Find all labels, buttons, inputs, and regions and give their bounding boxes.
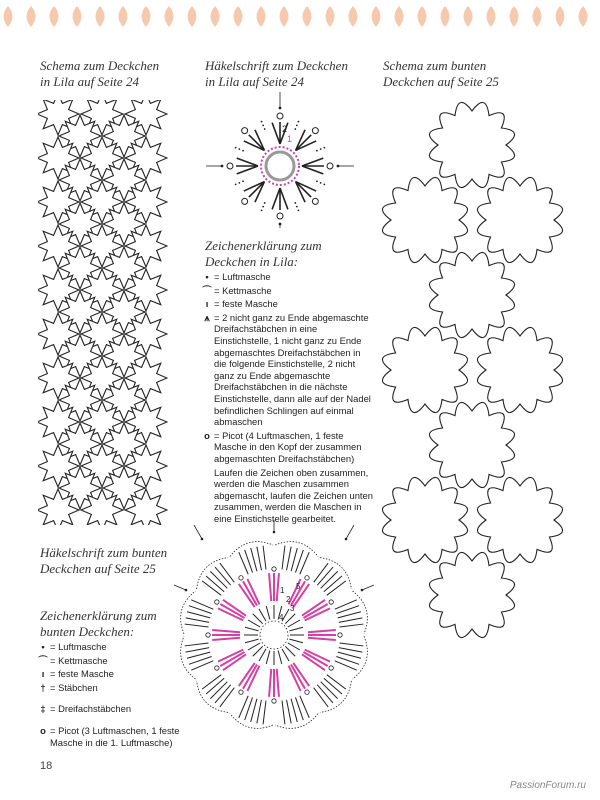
decoration-drop bbox=[510, 6, 519, 27]
cluster-stitch bbox=[272, 123, 280, 144]
outer-stitch-mark bbox=[338, 652, 361, 658]
schema-flower bbox=[429, 402, 514, 487]
outer-stitch-mark bbox=[339, 648, 363, 653]
chain-dot bbox=[261, 209, 263, 211]
schema-flower bbox=[429, 552, 514, 637]
decoration-drop bbox=[349, 6, 358, 27]
lila-round-label: 2 bbox=[282, 124, 288, 134]
outer-stitch-mark bbox=[314, 688, 328, 707]
picot-mark bbox=[312, 128, 318, 134]
outer-stitch-mark bbox=[321, 571, 338, 588]
picot-mark bbox=[206, 633, 210, 637]
picot-mark bbox=[239, 576, 243, 580]
legend-item bbox=[36, 703, 181, 715]
chain-dot bbox=[296, 124, 298, 126]
outer-stitch-mark bbox=[282, 701, 285, 725]
legend-item bbox=[200, 285, 375, 297]
luftmasche-symbol: • bbox=[41, 641, 45, 652]
chain-dot bbox=[316, 150, 318, 152]
picot-mark bbox=[242, 128, 248, 134]
outer-stitch-mark bbox=[287, 700, 292, 724]
legend-item-text: = Dreifachstäbchen bbox=[50, 703, 132, 715]
cluster-stitch bbox=[302, 158, 323, 166]
legend-item-text: = feste Masche bbox=[50, 668, 114, 680]
legend-item bbox=[200, 430, 375, 465]
legend-item bbox=[200, 298, 375, 310]
outer-stitch-mark bbox=[291, 548, 297, 571]
chain-dot bbox=[294, 202, 296, 204]
decoration-drop bbox=[73, 6, 82, 27]
lila-round-label: 1 bbox=[287, 134, 293, 144]
arrow-icon bbox=[362, 585, 374, 590]
outer-stitch-mark bbox=[210, 682, 227, 699]
outer-stitch-mark bbox=[187, 612, 210, 618]
outer-stitch-mark bbox=[220, 563, 234, 582]
legend-item-text: = Picot (3 Luftmaschen, 1 feste Masche in die 1. Luftmasche) bbox=[50, 724, 180, 748]
legend-item-text: = Luftmasche bbox=[214, 271, 271, 282]
picot-mark bbox=[227, 163, 233, 169]
chain-dot bbox=[323, 183, 325, 185]
staebchen-mark bbox=[266, 650, 270, 664]
chain-dot bbox=[320, 182, 322, 184]
cluster-stitch bbox=[296, 182, 312, 198]
picot-mark bbox=[329, 600, 333, 604]
decoration-drop bbox=[27, 6, 36, 27]
chain-dot bbox=[262, 206, 264, 208]
schema-flower bbox=[382, 177, 467, 262]
outer-stitch-mark bbox=[324, 576, 342, 592]
schema-flower bbox=[429, 252, 514, 337]
cluster-stitch bbox=[249, 135, 265, 151]
arrow-head bbox=[273, 531, 276, 534]
staebchen-mark bbox=[289, 627, 303, 631]
outer-stitch-mark bbox=[314, 563, 328, 582]
outer-stitch-mark bbox=[220, 688, 234, 707]
decoration-drop bbox=[188, 6, 197, 27]
schema-flower bbox=[477, 177, 562, 262]
outer-stitch-mark bbox=[291, 699, 297, 722]
cluster-stitch bbox=[237, 158, 258, 166]
staebchen-mark bbox=[285, 614, 295, 624]
decoration-drop bbox=[487, 6, 496, 27]
staebchen-mark bbox=[248, 643, 260, 650]
page-number: 18 bbox=[40, 760, 53, 772]
outer-stitch-mark bbox=[340, 643, 364, 646]
legend-item-text: = Kettmasche bbox=[50, 654, 108, 666]
legend-item bbox=[36, 655, 181, 667]
dreifachstaebchen-mark bbox=[269, 669, 271, 697]
arrow-head bbox=[337, 165, 340, 168]
center-ring bbox=[260, 621, 288, 649]
legend-item-text: = Stäbchen bbox=[50, 681, 98, 693]
staebchen-mark bbox=[259, 649, 266, 661]
staebchen-mark bbox=[285, 646, 295, 656]
decoration-drop bbox=[165, 6, 174, 27]
dreifachstaebchen-mark bbox=[212, 630, 240, 632]
outer-stitch-mark bbox=[185, 643, 209, 646]
outer-stitch-mark bbox=[202, 675, 221, 689]
arrow-icon bbox=[174, 585, 186, 590]
chain-dot bbox=[235, 147, 237, 149]
staebchen-mark bbox=[288, 620, 300, 627]
arrow-head bbox=[345, 538, 348, 541]
feste-masche-symbol: ı bbox=[41, 668, 45, 680]
outer-stitch-mark bbox=[206, 576, 224, 592]
outer-stitch-mark bbox=[251, 699, 257, 722]
staebchen-mark bbox=[266, 606, 270, 620]
dreifachstaebchen-symbol: ‡ bbox=[40, 703, 46, 715]
cluster-stitch bbox=[237, 166, 258, 174]
watermark: PassionForum.ru bbox=[509, 780, 586, 791]
chain-dot bbox=[262, 124, 264, 126]
chain-dot bbox=[261, 121, 263, 123]
chain-dot bbox=[238, 148, 240, 150]
decoration-drop bbox=[326, 6, 335, 27]
bunt-round-label: 5 bbox=[296, 582, 301, 591]
bunt-flower-schema bbox=[380, 95, 570, 680]
bunt-crochet-chart bbox=[168, 520, 380, 750]
chain-dot bbox=[323, 147, 325, 149]
legend-item-text: = Picot (4 Luftmaschen, 1 feste Masche in den Kopf der zusammen abgemaschten Dreifachstäbchen) bbox=[214, 429, 362, 464]
chain-dot bbox=[264, 202, 266, 204]
decoration-drop bbox=[50, 6, 59, 27]
schema-flower bbox=[477, 477, 562, 562]
decoration-drop bbox=[257, 6, 266, 27]
chain-dot bbox=[320, 148, 322, 150]
heading-lila-haekelschrift: Häkelschrift zum Deckchen in Lila auf Seite 24 bbox=[205, 58, 348, 89]
decoration-drop bbox=[395, 6, 404, 27]
chain-dot bbox=[294, 128, 296, 130]
outer-stitch-mark bbox=[321, 682, 338, 699]
decoration-drop bbox=[119, 6, 128, 27]
top-border-decoration bbox=[0, 0, 600, 32]
chain-dot bbox=[264, 128, 266, 130]
picot-mark bbox=[305, 576, 309, 580]
outer-stitch-mark bbox=[317, 685, 333, 703]
outer-stitch-mark bbox=[327, 581, 346, 595]
outer-stitch-mark bbox=[263, 701, 266, 725]
cluster-stitch bbox=[280, 188, 288, 209]
cluster-stitch bbox=[302, 166, 323, 174]
arrow-icon bbox=[194, 525, 202, 539]
legend-bunt-list bbox=[36, 641, 181, 750]
picot-mark bbox=[277, 213, 283, 219]
bunt-round-label: 3 bbox=[290, 604, 295, 613]
picot-mark bbox=[272, 567, 276, 571]
decoration-drop bbox=[372, 6, 381, 27]
staebchen-mark bbox=[245, 639, 259, 643]
outer-stitch-mark bbox=[338, 612, 361, 618]
outer-stitch-mark bbox=[206, 678, 224, 694]
outer-stitch-mark bbox=[210, 571, 227, 588]
chain-dot bbox=[242, 180, 244, 182]
outer-stitch-mark bbox=[317, 567, 333, 585]
decoration-drop bbox=[211, 6, 220, 27]
staebchen-mark bbox=[288, 643, 300, 650]
legend-lila-list bbox=[200, 271, 375, 524]
outer-stitch-mark bbox=[215, 685, 231, 703]
picot-mark bbox=[305, 690, 309, 694]
outer-stitch-mark bbox=[202, 581, 221, 595]
outer-stitch-mark bbox=[340, 624, 364, 627]
outer-stitch-mark bbox=[257, 547, 262, 571]
bunt-round-label: 1 bbox=[280, 586, 285, 595]
schema-flower bbox=[382, 477, 467, 562]
decoration-drop bbox=[464, 6, 473, 27]
legend-bunt-title: Zeichenerklärung zum bunten Deckchen: bbox=[40, 608, 157, 639]
legend-item-text: = 2 nicht ganz zu Ende abgemaschte Dreifachstäbchen in eine Einstichstelle, 1 nicht ganz zu Ende abgemaschtes Dreifachstäbchen in die folgende Einstichstelle, 2 nicht ganz zu Ende abgemaschte Dreifachstäbchen in die nächste Einstichstelle, dann alle auf der Nadel befindlichen Schlingen auf einmal abmaschen bbox=[214, 311, 371, 428]
picot-mark bbox=[329, 666, 333, 670]
arrow-head bbox=[185, 589, 188, 592]
kettmasche-symbol: ⌒ bbox=[202, 284, 212, 296]
legend-item-text: = Kettmasche bbox=[214, 284, 272, 296]
picot-mark bbox=[272, 699, 276, 703]
picot-mark bbox=[312, 198, 318, 204]
dreifachstaebchen-cluster-symbol: ⩚ bbox=[204, 311, 210, 323]
dreifachstaebchen-mark bbox=[212, 638, 240, 640]
cluster-stitch bbox=[296, 135, 312, 151]
outer-stitch-mark bbox=[187, 652, 210, 658]
staebchen-mark bbox=[259, 609, 266, 621]
arrow-head bbox=[279, 223, 282, 226]
staebchen-mark bbox=[282, 649, 289, 661]
outer-stitch-mark bbox=[257, 700, 262, 724]
dreifachstaebchen-mark bbox=[269, 573, 271, 601]
cluster-stitch bbox=[272, 188, 280, 209]
decoration-drop bbox=[556, 6, 565, 27]
picot-mark bbox=[215, 600, 219, 604]
legend-item bbox=[200, 312, 375, 428]
staebchen-mark bbox=[248, 620, 260, 627]
arrow-head bbox=[361, 589, 364, 592]
arrow-head bbox=[279, 107, 282, 110]
schema-flower bbox=[477, 327, 562, 412]
legend-item-text: = feste Masche bbox=[214, 298, 278, 310]
decoration-drop bbox=[4, 6, 13, 27]
outer-stitch-mark bbox=[327, 675, 346, 689]
chain-dot bbox=[235, 183, 237, 185]
picot-mark bbox=[239, 690, 243, 694]
decoration-drop bbox=[303, 6, 312, 27]
staebchen-mark bbox=[289, 639, 303, 643]
lila-star-grid-schema bbox=[38, 100, 168, 525]
legend-item bbox=[36, 725, 181, 748]
staebchen-mark bbox=[245, 627, 259, 631]
staebchen-mark bbox=[278, 650, 282, 664]
picot-mark bbox=[277, 113, 283, 119]
outer-stitch-mark bbox=[339, 618, 363, 623]
chain-dot bbox=[316, 180, 318, 182]
arrow-icon bbox=[346, 525, 354, 539]
schema-flower bbox=[382, 327, 467, 412]
heading-bunt-schema: Schema zum bunten Deckchen auf Seite 25 bbox=[383, 58, 499, 89]
kettmasche-symbol: ⌒ bbox=[38, 654, 48, 666]
staebchen-symbol: † bbox=[40, 681, 46, 693]
arrow-head bbox=[221, 165, 224, 168]
outer-stitch-mark bbox=[186, 648, 210, 653]
outer-stitch-mark bbox=[251, 548, 257, 571]
lila-crochet-chart bbox=[200, 88, 360, 228]
outer-stitch-mark bbox=[185, 624, 209, 627]
legend-lila-title: Zeichenerklärung zum Deckchen in Lila: bbox=[205, 238, 322, 269]
staebchen-mark bbox=[253, 646, 263, 656]
heading-lila-schema: Schema zum Deckchen in Lila auf Seite 24 bbox=[40, 58, 160, 89]
dreifachstaebchen-mark bbox=[308, 638, 336, 640]
picot-mark bbox=[215, 666, 219, 670]
schema-flower bbox=[429, 102, 514, 187]
picot-symbol: o bbox=[204, 429, 210, 441]
picot-mark bbox=[327, 163, 333, 169]
legend-item bbox=[36, 641, 181, 653]
legend-item bbox=[36, 668, 181, 680]
center-ring bbox=[266, 152, 294, 180]
heading-bunt-haekelschrift: Häkelschrift zum bunten Deckchen auf Seite 25 bbox=[40, 545, 168, 576]
decoration-drop bbox=[234, 6, 243, 27]
arrow-head bbox=[201, 538, 204, 541]
bunt-round-label: 2 bbox=[286, 595, 291, 604]
dreifachstaebchen-mark bbox=[277, 573, 279, 601]
outer-stitch-mark bbox=[287, 547, 292, 571]
dreifachstaebchen-mark bbox=[308, 630, 336, 632]
decoration-drop bbox=[280, 6, 289, 27]
decoration-drop bbox=[441, 6, 450, 27]
dreifachstaebchen-mark bbox=[277, 669, 279, 697]
legend-item bbox=[200, 271, 375, 283]
decoration-drop bbox=[533, 6, 542, 27]
outer-stitch-mark bbox=[215, 567, 231, 585]
chain-dot bbox=[297, 121, 299, 123]
cluster-stitch bbox=[249, 182, 265, 198]
picot-mark bbox=[338, 633, 342, 637]
outer-stitch-mark bbox=[186, 618, 210, 623]
outer-stitch-mark bbox=[324, 678, 342, 694]
decoration-drop bbox=[418, 6, 427, 27]
luftmasche-symbol: • bbox=[205, 271, 209, 282]
legend-item bbox=[36, 682, 181, 694]
chain-dot bbox=[297, 209, 299, 211]
legend-lila-note: Laufen die Zeichen oben zusammen, werden die Maschen zusammen abgemascht, laufen die Zeichen unten zusammen, werden die Maschen in eine Einstichstelle gearbeitet. bbox=[214, 466, 373, 524]
decoration-drop bbox=[96, 6, 105, 27]
chain-dot bbox=[242, 150, 244, 152]
chain-dot bbox=[296, 206, 298, 208]
decoration-drop bbox=[579, 6, 588, 27]
feste-masche-symbol: ı bbox=[205, 298, 209, 310]
outer-stitch-mark bbox=[282, 546, 285, 570]
decoration-drop bbox=[142, 6, 151, 27]
bunt-round-label: 4 bbox=[279, 613, 284, 622]
picot-mark bbox=[242, 198, 248, 204]
picot-symbol: o bbox=[40, 724, 46, 736]
legend-item-text: = Luftmasche bbox=[50, 641, 107, 652]
chain-dot bbox=[238, 182, 240, 184]
staebchen-mark bbox=[253, 614, 263, 624]
outer-stitch-mark bbox=[263, 546, 266, 570]
